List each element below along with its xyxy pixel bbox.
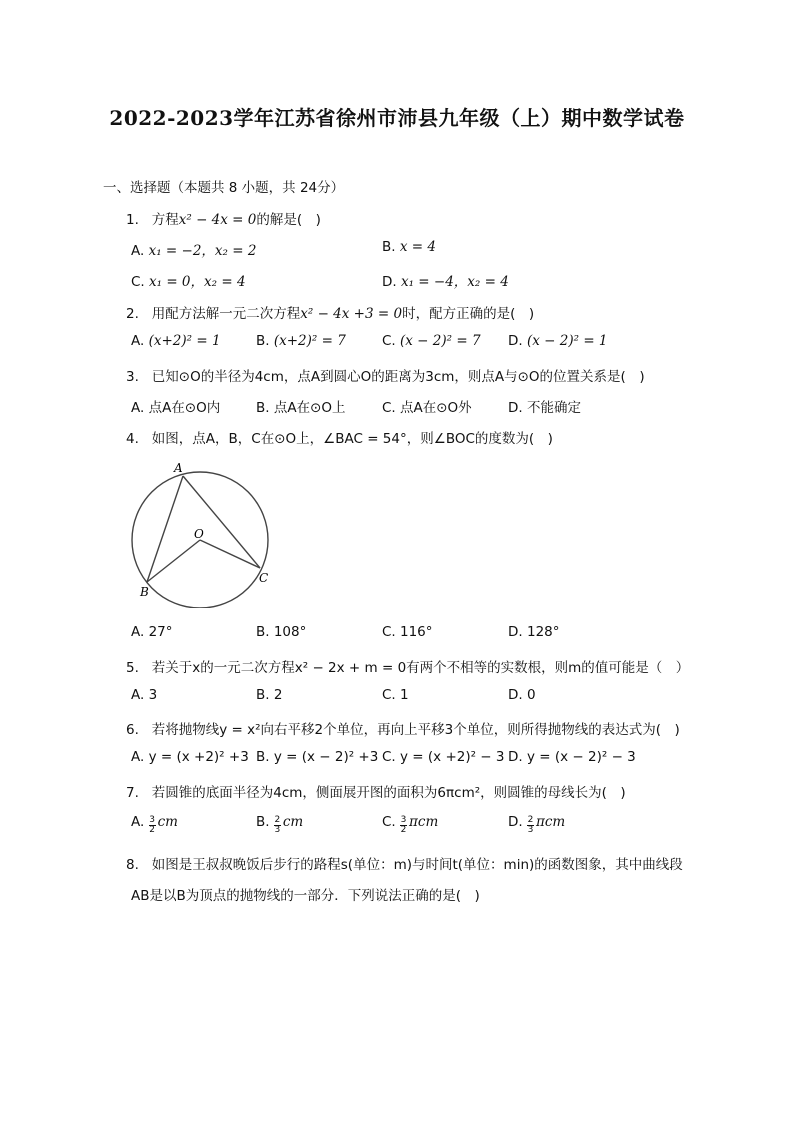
question-stem: 若圆锥的底面半径为4cm，侧面展开图的面积为6πcm²，则圆锥的母线长为( ) [151, 785, 626, 801]
option-b: B. y = (x − 2)² +3 [256, 749, 379, 765]
question-4 [126, 427, 553, 447]
option-a: A. y = (x +2)² +3 [131, 749, 249, 765]
option-c: C. $\frac{3}{2}$ πcm [382, 814, 439, 835]
question-stem: 方程 [151, 212, 179, 228]
option-d: D. $\frac{2}{3}$ πcm [508, 814, 566, 835]
option-d: D. (x − 2)² = 1 [508, 333, 608, 349]
option-c: C. (x − 2)² = 7 [382, 333, 481, 349]
option-c: C. y = (x +2)² − 3 [382, 749, 505, 765]
exam-title: 2022-2023学年江苏省徐州市沛县九年级（上）期中数学试卷 [109, 106, 685, 130]
question-number: 3. [126, 369, 139, 385]
question-stem-end: 的解是( ) [256, 212, 321, 228]
question-number: 5. [126, 660, 139, 676]
option-d: D. 0 [508, 687, 536, 703]
option-a: A. x₁ = −2，x₂ = 2 [131, 243, 257, 259]
question-number: 4. [126, 431, 139, 447]
option-a: A. $\frac{3}{2}$ cm [131, 814, 178, 835]
label-a: A [174, 461, 183, 475]
option-b: B. x = 4 [382, 239, 436, 255]
question-6 [126, 718, 680, 738]
option-d: D. y = (x − 2)² − 3 [508, 749, 636, 765]
option-c: C. 点A在⊙O外 [382, 400, 472, 416]
option-b: B. 点A在⊙O上 [256, 400, 346, 416]
question-3 [126, 365, 645, 385]
question-stem: 如图，点A，B，C在⊙O上，∠BAC = 54°，则∠BOC的度数为( ) [151, 431, 553, 447]
question-stem: 用配方法解一元二次方程 [151, 306, 301, 322]
option-d: D. 128° [508, 624, 560, 640]
question-number: 7. [126, 785, 139, 801]
question-number: 2. [126, 306, 139, 322]
option-b: B. 108° [256, 624, 307, 640]
circle-figure [128, 458, 278, 608]
option-d: D. 不能确定 [508, 400, 581, 416]
option-a: A. (x+2)² = 1 [131, 333, 221, 349]
chord-ac [183, 476, 260, 568]
label-c: C [259, 571, 269, 585]
section-heading: 一、选择题（本题共 8 小题，共 24分） [103, 180, 345, 196]
option-c: C. x₁ = 0，x₂ = 4 [131, 274, 246, 290]
question-number: 8. [126, 857, 139, 873]
option-a: A. 27° [131, 624, 173, 640]
question-number: 6. [126, 722, 139, 738]
question-8-continued: AB是以B为顶点的抛物线的一部分．下列说法正确的是( ) [131, 888, 480, 904]
equation: x² − 4x +3 = 0 [300, 306, 403, 322]
fraction: $\frac{2}{3}$ [274, 815, 281, 835]
question-stem: 已知⊙O的半径为4cm，点A到圆心O的距离为3cm，则点A与⊙O的位置关系是( ) [151, 369, 645, 385]
question-number: 1. [126, 212, 139, 228]
question-7 [126, 781, 626, 801]
question-stem-end: 时，配方正确的是( ) [402, 306, 535, 322]
radius-oc [200, 540, 260, 568]
question-5 [126, 656, 689, 676]
question-1 [126, 208, 321, 228]
option-b: B. $\frac{2}{3}$ cm [256, 814, 304, 835]
question-stem: 如图是王叔叔晚饭后步行的路程s(单位：m)与时间t(单位：min)的函数图象，其中曲线段 [151, 857, 683, 873]
label-b: B [140, 585, 149, 599]
question-stem: 若将抛物线y = x²向右平移2个单位，再向上平移3个单位，则所得抛物线的表达式为( ) [151, 722, 680, 738]
label-o: O [194, 527, 204, 541]
option-b: B. (x+2)² = 7 [256, 333, 346, 349]
fraction: $\frac{3}{2}$ [400, 815, 407, 835]
option-c: C. 1 [382, 687, 409, 703]
fraction: $\frac{2}{3}$ [527, 815, 534, 835]
radius-ob [147, 540, 200, 582]
option-b: B. 2 [256, 687, 283, 703]
question-2 [126, 302, 534, 322]
option-d: D. x₁ = −4，x₂ = 4 [382, 274, 509, 290]
option-a: A. 点A在⊙O内 [131, 400, 221, 416]
question-stem: 若关于x的一元二次方程x² − 2x + m = 0有两个不相等的实数根，则m的值可能是（ ） [151, 660, 690, 676]
option-c: C. 116° [382, 624, 433, 640]
question-8 [126, 853, 683, 873]
option-a: A. 3 [131, 687, 158, 703]
equation: x² − 4x = 0 [178, 212, 257, 228]
fraction: $\frac{3}{2}$ [149, 815, 155, 835]
